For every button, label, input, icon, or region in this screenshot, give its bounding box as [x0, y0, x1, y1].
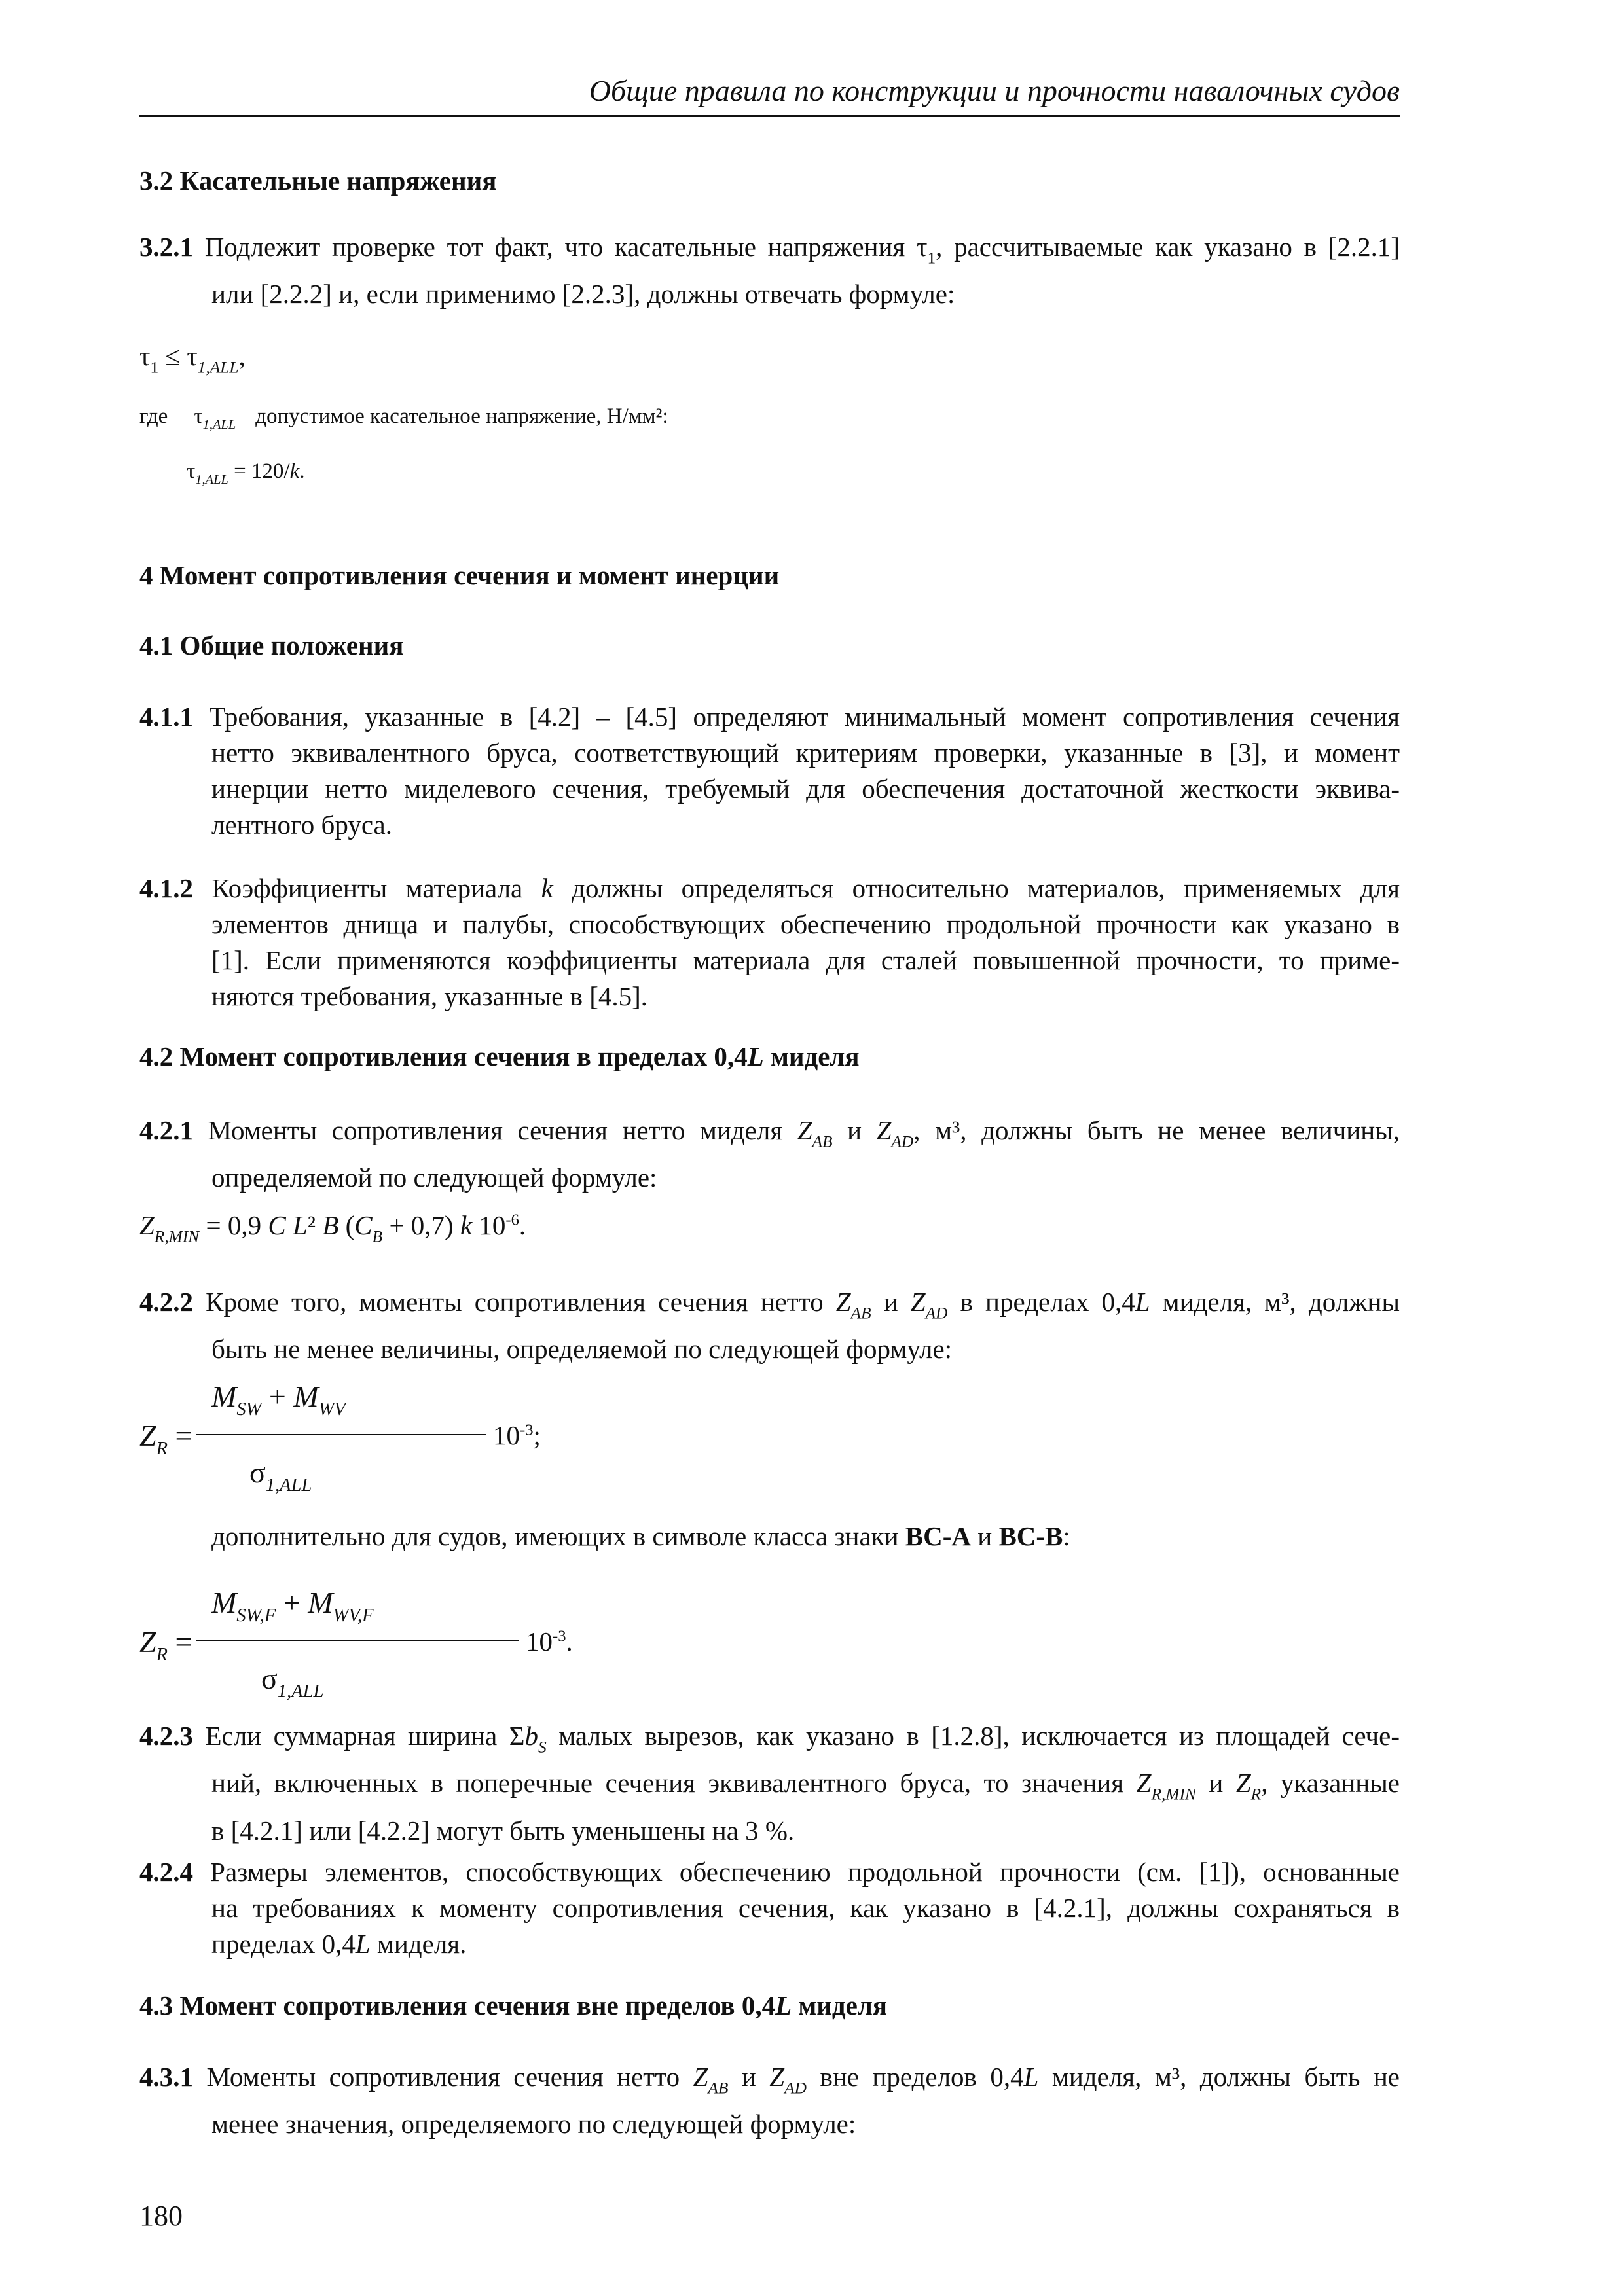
- paragraph-line: 4.2.4 Размеры элементов, способствующих обеспечению продольной прочности (см. [1]), основанные: [139, 1857, 1400, 1887]
- fraction-numerator: $M_{SW} + M_{WV}$: [211, 1380, 346, 1420]
- paragraph-line: 4.2.3 Если суммарная ширина $\Sigma b_S$ малых вырезов, как указано в [1.2.8], исключается из площадей сече-: [139, 1721, 1400, 1757]
- formula-tau-allowed: $\tau_{1,ALL} = 120/k$.: [187, 459, 305, 488]
- paragraph-4-2-2: [139, 1284, 1400, 1367]
- paragraph-line: 4.2.1 Моменты сопротивления сечения нетто миделя $Z_{AB}$ и $Z_{AD}$, м³, должны быть не менее величины,: [139, 1115, 1400, 1151]
- paragraph-line: быть не менее величины, определяемой по следующей формуле:: [211, 1334, 953, 1365]
- paragraph-4-2-4: [139, 1854, 1400, 1962]
- heading-4-1: 4.1 Общие положения: [139, 630, 404, 660]
- heading-4-3: 4.3 Момент сопротивления сечения вне пределов 0,4L миделя: [139, 1990, 888, 2020]
- paragraph-line: 3.2.1 Подлежит проверке тот факт, что касательные напряжения $\tau_1$, рассчитываемые как указано в [2.2.1]: [139, 232, 1400, 268]
- clause-number: 4.2.2: [139, 1287, 193, 1317]
- paragraph-line: лентного бруса.: [211, 810, 392, 840]
- heading-4-2: 4.2 Момент сопротивления сечения в пределах 0,4L миделя: [139, 1041, 860, 1071]
- clause-number: 4.2.1: [139, 1115, 193, 1145]
- paragraph-line: няются требования, указанные в [4.5].: [211, 981, 648, 1011]
- page-number: 180: [139, 2200, 183, 2232]
- paragraph-4-2-3: [139, 1718, 1400, 1849]
- paragraph-line: нетто эквивалентного бруса, соответствующий критериям проверки, указанные в [3], и момент: [211, 738, 1400, 768]
- clause-number: 4.2.3: [139, 1721, 193, 1751]
- clause-number: 4.3.1: [139, 2062, 193, 2092]
- paragraph-line: дополнительно для судов, имеющих в символе класса знаки BC-A и BC-B:: [211, 1521, 1070, 1551]
- paragraph-4-3-1: [139, 2059, 1400, 2142]
- clause-number: 4.1.1: [139, 702, 193, 732]
- header-rule: [139, 115, 1400, 117]
- paragraph-line: 4.1.1 Требования, указанные в [4.2] – [4.5] определяют минимальный момент сопротивления сечения: [139, 702, 1400, 732]
- paragraph-line: на требованиях к моменту сопротивления сечения, как указано в [4.2.1], должны сохраняться в: [211, 1893, 1400, 1923]
- paragraph-line: 4.3.1 Моменты сопротивления сечения нетто $Z_{AB}$ и $Z_{AD}$ вне пределов 0,4L миделя, м³, должны быть не: [139, 2062, 1400, 2098]
- formula-zr-fraction: $Z_R$ = $M_{SW} + M_{WV}$ $\sigma_{1,ALL}$ $10^{-3}$;: [139, 1380, 541, 1496]
- paragraph-line: пределах 0,4L миделя.: [211, 1929, 467, 1959]
- clause-number: 4.2.4: [139, 1857, 193, 1887]
- running-head: Общие правила по конструкции и прочности навалочных судов: [589, 74, 1400, 107]
- paragraph-4-2-1: [139, 1113, 1400, 1196]
- paragraph-line: 4.2.2 Кроме того, моменты сопротивления сечения нетто $Z_{AB}$ и $Z_{AD}$ в пределах 0,4L миделя, м³, должны: [139, 1287, 1400, 1323]
- fraction-numerator: $M_{SW,F} + M_{WV,F}$: [211, 1586, 374, 1626]
- paragraph-line: инерции нетто миделевого сечения, требуемый для обеспечения достаточной жесткости эквива-: [211, 774, 1400, 804]
- paragraph-additional: [211, 1518, 1400, 1554]
- clause-number: 4.1.2: [139, 873, 193, 903]
- heading-4: 4 Момент сопротивления сечения и момент инерции: [139, 560, 780, 590]
- formula-tau-limit: $\tau_1 \le \tau_{1,ALL}$,: [139, 341, 246, 377]
- paragraph-4-1-2: [139, 870, 1400, 1014]
- clause-number: 3.2.1: [139, 232, 193, 262]
- paragraph-line: 4.1.2 Коэффициенты материала k должны определяться относительно материалов, применяемых для: [139, 873, 1400, 903]
- paragraph-4-1-1: [139, 699, 1400, 843]
- paragraph-line: или [2.2.2] и, если применимо [2.2.3], должны отвечать формуле:: [211, 279, 955, 310]
- formula-zr-min: $Z_{R,MIN} = 0,9$ C L² B $(C_B + 0,7)$ k $10^{-6}$.: [139, 1210, 526, 1246]
- fraction-bar: [196, 1434, 486, 1435]
- paragraph-line: менее значения, определяемого по следующей формуле:: [211, 2109, 856, 2140]
- where-definition: где $\tau_{1,ALL}$ допустимое касательное напряжение, Н/мм²:: [139, 404, 668, 433]
- paragraph-line: элементов днища и палубы, способствующих обеспечению продольной прочности как указано в: [211, 909, 1400, 939]
- fraction-denominator: $\sigma_{1,ALL}$: [249, 1456, 312, 1496]
- heading-3-2: 3.2 Касательные напряжения: [139, 166, 497, 196]
- paragraph-3-2-1: [139, 229, 1400, 312]
- fraction-denominator: $\sigma_{1,ALL}$: [261, 1662, 324, 1702]
- formula-zr-fraction-f: $Z_R$ = $M_{SW,F} + M_{WV,F}$ $\sigma_{1,ALL}$ $10^{-3}$.: [139, 1586, 573, 1702]
- fraction-bar: [196, 1640, 519, 1641]
- paragraph-line: определяемой по следующей формуле:: [211, 1162, 657, 1193]
- paragraph-line: [1]. Если применяются коэффициенты материала для сталей повышенной прочности, то приме-: [211, 945, 1400, 975]
- paragraph-line: ний, включенных в поперечные сечения эквивалентного бруса, то значения $Z_{R,MIN}$ и $Z_R$, указанные: [211, 1768, 1400, 1804]
- paragraph-line: в [4.2.1] или [4.2.2] могут быть уменьшены на 3 %.: [211, 1815, 795, 1846]
